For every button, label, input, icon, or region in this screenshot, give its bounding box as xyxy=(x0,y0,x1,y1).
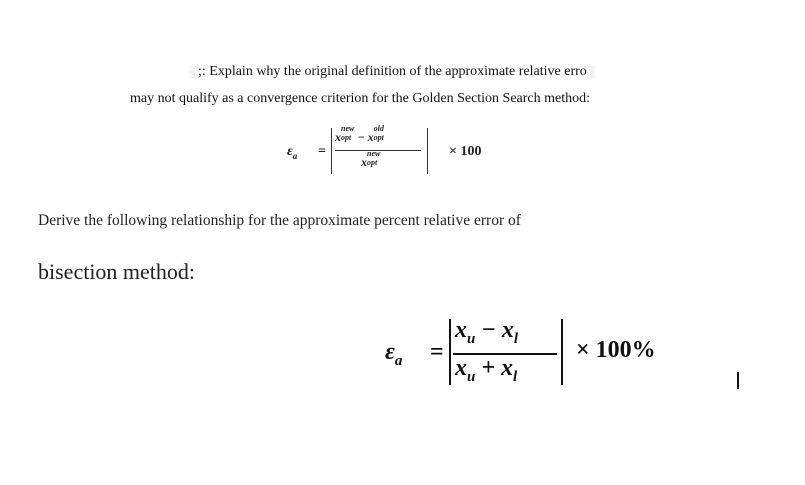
question-line-2: may not qualify as a convergence criterion for the Golden Section Search method: xyxy=(130,91,591,106)
numerator: $x_u - x_l$ xyxy=(455,317,519,347)
text-cursor xyxy=(737,372,739,389)
denominator: x new opt xyxy=(361,149,381,169)
equals-sign: = xyxy=(430,339,444,365)
times-100-percent: × 100% xyxy=(576,337,656,363)
epsilon-a: $\varepsilon_a$ xyxy=(385,339,403,369)
abs-bar-right xyxy=(427,128,428,174)
derive-instruction: Derive the following relationship for the approximate percent relative error of xyxy=(38,212,521,229)
faded-text-fragment xyxy=(188,66,198,78)
abs-bar-left xyxy=(449,319,451,385)
denominator: $x_u + x_l$ xyxy=(455,355,518,385)
numerator: x new opt − x old opt xyxy=(335,124,384,144)
method-name: bisection method: xyxy=(38,259,196,284)
faded-text-fragment xyxy=(587,66,597,78)
question-text-1: : Explain why the original definition of the approximate relative erro xyxy=(201,64,587,79)
question-prefix: ; xyxy=(198,64,202,79)
question-line-1 xyxy=(188,64,597,80)
abs-bar-right xyxy=(561,319,563,385)
abs-bar-left xyxy=(331,128,332,174)
equals-sign: = xyxy=(318,144,326,159)
epsilon-a: $\varepsilon_a$ xyxy=(287,144,298,161)
times-100: × 100 xyxy=(449,144,482,159)
